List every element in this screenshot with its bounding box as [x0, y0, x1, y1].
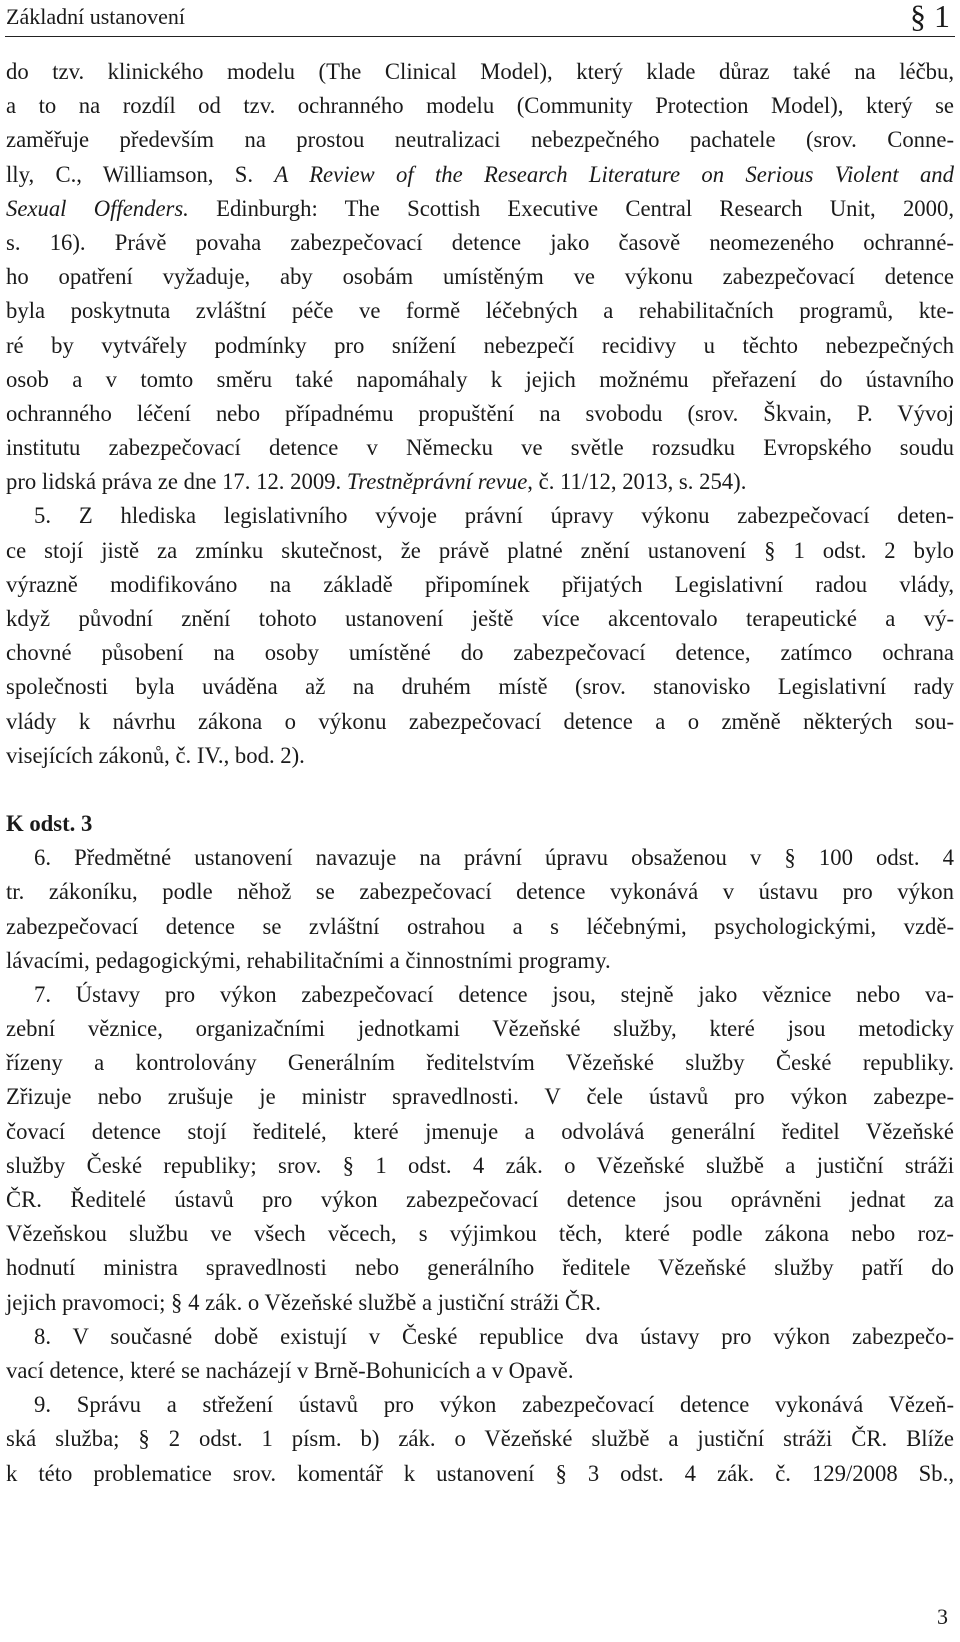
text-line: Zřizuje nebo zrušuje je ministr spravedlnosti. V čele ústavů pro výkon zabezpe-: [6, 1084, 954, 1110]
text-line: zaměřuje především na prostou neutralizaci nebezpečného pachatele (srov. Conne-: [6, 127, 954, 153]
text-line: [6, 465, 954, 499]
text-line: s. 16). Právě povaha zabezpečovací detence jako časově neomezeného ochranné-: [6, 229, 954, 255]
text-line: vlády k návrhu zákona o výkonu zabezpečovací detence a o změně některých sou-: [6, 708, 954, 734]
text-line: jejich pravomoci; § 4 zák. o Vězeňské službě a justiční stráži ČR.: [6, 1289, 601, 1315]
text-line: ská služba; § 2 odst. 1 písm. b) zák. o Vězeňské službě a justiční stráži ČR. Blíže: [6, 1426, 954, 1452]
citation-title: Sexual Offenders.: [6, 195, 189, 221]
text-line: ré by vytvářely podmínky pro snížení nebezpečí recidivy u těchto nebezpečných: [6, 332, 954, 358]
text-line: když původní znění tohoto ustanovení ještě více akcentovalo terapeutické a vý-: [6, 606, 954, 631]
page-number: 3: [937, 1604, 948, 1629]
text-line: ČR. Ředitelé ústavů pro výkon zabezpečovací detence jsou oprávněni jednat za: [6, 1187, 954, 1212]
text-run: , č. 11/12, 2013, s. 254).: [527, 469, 747, 495]
text-line: 7. Ústavy pro výkon zabezpečovací detence jsou, stejně jako věznice nebo va-: [34, 981, 954, 1007]
body-text: [6, 55, 954, 1491]
journal-title: Trestněprávní revue: [346, 469, 528, 495]
text-line: k této problematice srov. komentář k ustanovení § 3 odst. 4 zák. č. 129/2008 Sb.,: [6, 1460, 954, 1486]
text-line: a to na rozdíl od tzv. ochranného modelu (Community Protection Model), který se: [6, 93, 954, 119]
text-line: chovné působení na osoby umístěné do zabezpečovací detence, zatímco ochrana: [6, 640, 954, 666]
text-line: hodnutí ministra spravedlnosti nebo generálního ředitele Vězeňské služby patří do: [6, 1255, 954, 1281]
text-line: lávacími, pedagogickými, rehabilitačními a činnostními programy.: [6, 947, 611, 973]
text-line: služby České republiky; srov. § 1 odst. 4 zák. o Vězeňské službě a justiční stráži: [6, 1152, 954, 1178]
text-line: čovací detence stojí ředitelé, které jmenuje a odvolává generální ředitel Vězeňské: [6, 1118, 954, 1144]
text-line: [6, 192, 954, 226]
text-line: 8. V současné době existují v České republice dva ústavy pro výkon zabezpečo-: [34, 1323, 954, 1349]
text-line: [6, 158, 954, 192]
text-line: osob a v tomto směru také napomáhaly k jejich možnému přeřazení do ústavního: [6, 366, 954, 392]
text-line: řízeny a kontrolovány Generálním ředitelstvím Vězeňské služby České republiky.: [6, 1050, 954, 1076]
text-line: tr. zákoníku, podle něhož se zabezpečovací detence vykonává v ústavu pro výkon: [6, 879, 954, 905]
section-gap: [6, 773, 954, 807]
text-line: společnosti byla uváděna až na druhém místě (srov. stanovisko Legislativní rady: [6, 674, 954, 700]
text-line: byla poskytnuta zvláštní péče ve formě léčebných a rehabilitačních programů, kte-: [6, 298, 954, 324]
text-line: ho opatření vyžaduje, aby osobám umístěným ve výkonu zabezpečovací detence: [6, 264, 954, 290]
text-line: do tzv. klinického modelu (The Clinical Model), který klade důraz také na léčbu,: [6, 59, 954, 84]
text-line: Vězeňskou službu ve všech věcech, s výjimkou těch, které podle zákona nebo roz-: [6, 1221, 954, 1247]
text-line: visejících zákonů, č. IV., bod. 2).: [6, 742, 305, 768]
text-line: ce stojí jistě za zmínku skutečnost, že právě platné znění ustanovení § 1 odst. 2 bylo: [6, 537, 954, 563]
citation-title: A Review of the Research Literature on Serious Violent and: [274, 161, 954, 187]
text-run: pro lidská práva ze dne 17. 12. 2009.: [6, 469, 347, 495]
text-line: zební věznice, organizačními jednotkami Vězeňské služby, které jsou metodicky: [6, 1016, 954, 1042]
text-line: výrazně modifikováno na základě připomínek přijatých Legislativní radou vlády,: [6, 571, 954, 597]
text-line: 6. Předmětné ustanovení navazuje na právní úpravu obsaženou v § 100 odst. 4: [34, 845, 954, 871]
running-head: [0, 0, 960, 40]
section-heading: K odst. 3: [6, 810, 93, 836]
running-head-title: Základní ustanovení: [6, 4, 186, 29]
text-line: 5. Z hlediska legislativního vývoje právní úpravy výkonu zabezpečovací deten-: [34, 503, 954, 529]
text-run: lly, C., Williamson, S.: [6, 161, 275, 187]
running-head-paragraph-mark: § 1: [910, 0, 950, 34]
text-line: 9. Správu a střežení ústavů pro výkon zabezpečovací detence vykonává Vězeň-: [34, 1392, 954, 1418]
text-line: zabezpečovací detence se zvláštní ostrahou a s léčebnými, psychologickými, vzdě-: [6, 913, 954, 939]
text-line: ochranného léčení nebo případnému propuštění na svobodu (srov. Škvain, P. Vývoj: [6, 400, 954, 426]
text-line: vací detence, které se nacházejí v Brně-Bohunicích a v Opavě.: [6, 1357, 574, 1383]
text-line: institutu zabezpečovací detence v Německu ve světle rozsudku Evropského soudu: [6, 435, 954, 461]
text-run: Edinburgh: The Scottish Executive Central Research Unit, 2000,: [188, 195, 955, 221]
header-rule: [5, 36, 955, 37]
